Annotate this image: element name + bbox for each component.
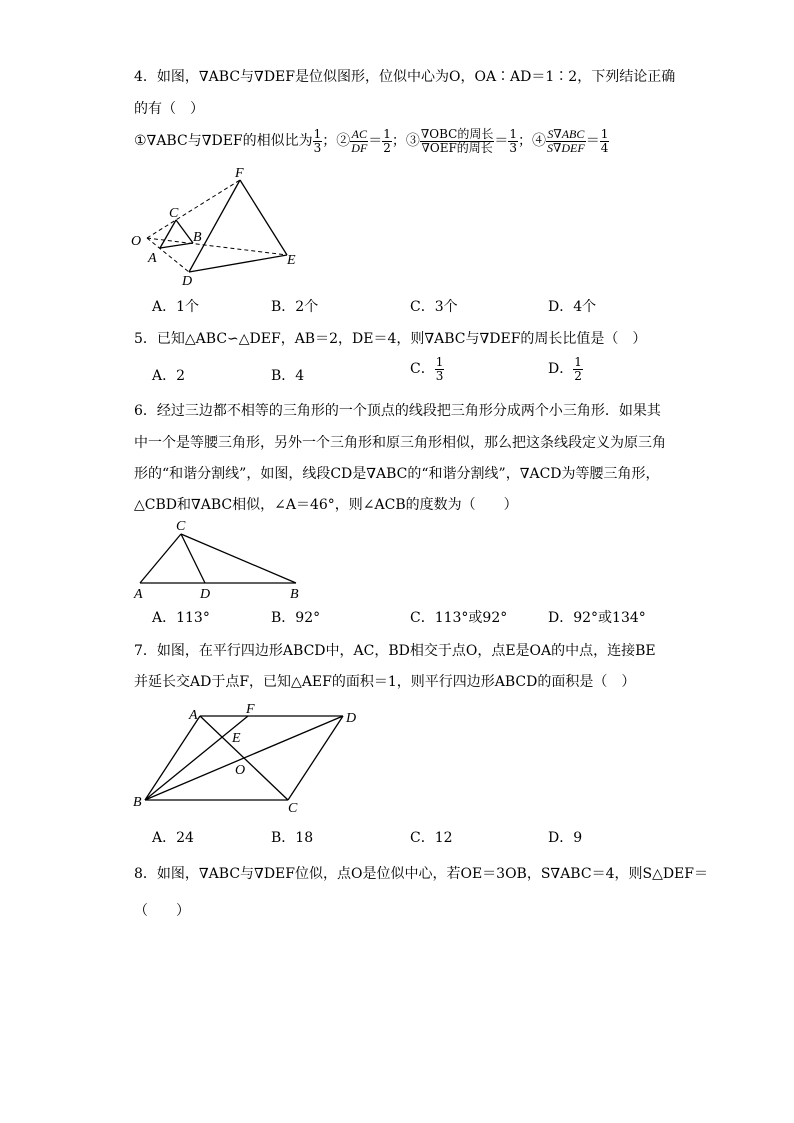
q4-fraction-1-2: $\frac{1}{2}$	[383, 127, 391, 155]
q6-stem-line4: △CBD和∇ABC相似，∠A＝46°，则∠ACB的度数为（ ）	[134, 497, 518, 513]
q8-stem-line2: （ ）	[134, 903, 190, 919]
q5-stem: 5．已知△ABC∽△DEF，AB＝2，DE＝4，则∇ABC与∇DEF的周长比值是（ ）	[134, 331, 647, 347]
q6-option-a: A．113°	[152, 610, 210, 626]
q4-option-c: C．3个	[410, 299, 458, 315]
q4-stem-line2: 的有（ ）	[134, 101, 204, 117]
q6-stem-line2: 中一个是等腰三角形，另外一个三角形和原三角形相似，那么把这条线段定义为原三角	[134, 435, 666, 451]
q4-fraction-perimeters: $\frac{\text{∇OBC的周长}}{\text{∇OEF的周长}}$	[420, 127, 494, 155]
q4-label-c: C	[169, 206, 179, 221]
q7-label-d: D	[346, 711, 357, 726]
q7-stem-line1: 7．如图，在平行四边形ABCD中，AC，BD相交于点O，点E是OA的中点，连接BE	[134, 643, 656, 659]
q7-stem-line2: 并延长交AD于点F，已知△AEF的面积＝1，则平行四边形ABCD的面积是（ ）	[134, 674, 636, 690]
q4-fraction-1-3b: $\frac{1}{3}$	[509, 127, 518, 155]
q5-option-b: B．4	[271, 368, 305, 384]
q5-option-c: C． $\frac{1}{3}$	[410, 355, 444, 383]
q4-statement-1: ①∇ABC与∇DEF的相似比为	[134, 133, 313, 150]
q7-label-b: B	[133, 795, 142, 810]
q7-option-c: C．12	[410, 830, 453, 846]
q7-label-e: E	[232, 731, 241, 746]
q4-option-a: A．1个	[152, 299, 200, 315]
q7-option-d: D．9	[548, 830, 583, 846]
q6-label-c: C	[176, 519, 186, 534]
q6-option-b: B．92°	[271, 610, 321, 626]
q4-label-e: E	[287, 253, 296, 268]
q7-label-o: O	[235, 763, 246, 778]
q7-label-c: C	[288, 801, 298, 816]
q6-stem-line1: 6．经过三边都不相等的三角形的一个顶点的线段把三角形分成两个小三角形．如果其	[134, 403, 661, 419]
q6-stem-line3: 形的“和谐分割线”，如图，线段CD是∇ABC的“和谐分割线”，∇ACD为等腰三角形，	[134, 466, 660, 482]
q7-label-a: A	[189, 708, 198, 723]
q4-label-d: D	[182, 274, 193, 289]
q4-fraction-1-4: $\frac{1}{4}$	[600, 127, 609, 155]
q6-label-a: A	[134, 587, 143, 602]
q6-option-c: C．113°或92°	[410, 610, 508, 626]
q4-label-o: O	[131, 234, 142, 249]
q5-option-a: A．2	[152, 368, 186, 384]
q4-fraction-areas: $\frac{\text{S∇ABC}}{\text{S∇DEF}}$	[547, 127, 585, 155]
q6-label-d: D	[200, 587, 211, 602]
q4-statements: ①∇ABC与∇DEF的相似比为 $\frac{1}{3}$ ；② $\frac{AC}{DF}$ ＝ $\frac{1}{2}$ ；③ $\frac{\text{∇OBC的周长}}{\text{∇OEF的周长}}$ ＝ $\frac{1}{3}$ ；④ $\frac{\text{S∇ABC}}{\text{S∇DEF}}$ ＝ $\frac{1}{4}$	[134, 127, 609, 155]
q6-option-d: D．92°或134°	[548, 610, 646, 626]
q7-option-a: A．24	[152, 830, 194, 846]
q4-label-b: B	[193, 230, 202, 245]
q8-stem-line1: 8．如图，∇ABC与∇DEF位似，点O是位似中心，若OE＝3OB，S∇ABC＝4，则S△DEF＝	[134, 866, 708, 882]
q4-stem-line1: 4．如图，∇ABC与∇DEF是位似图形，位似中心为O，OA∶AD＝1∶2，下列结论正确	[134, 69, 676, 85]
q4-fraction-1-3: $\frac{1}{3}$	[313, 127, 322, 155]
q4-fraction-ac-df: $\frac{AC}{DF}$	[351, 127, 368, 155]
q7-label-f: F	[246, 702, 255, 717]
q4-option-b: B．2个	[271, 299, 319, 315]
q6-label-b: B	[290, 587, 299, 602]
q4-label-f: F	[235, 166, 244, 181]
q4-label-a: A	[148, 251, 157, 266]
q4-option-d: D．4个	[548, 299, 597, 315]
q7-option-b: B．18	[271, 830, 314, 846]
q5-option-d: D． $\frac{1}{2}$	[548, 355, 582, 383]
